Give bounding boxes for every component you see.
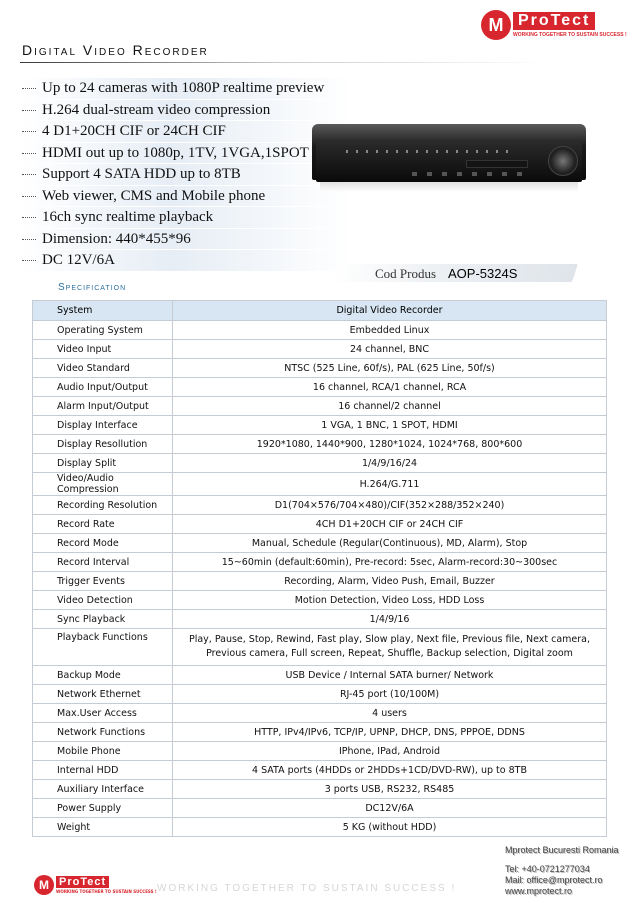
spec-value: HTTP, IPv4/IPv6, TCP/IP, UPNP, DHCP, DNS, PPPOE, DDNS bbox=[173, 723, 607, 742]
dvr-reflection bbox=[320, 182, 578, 192]
spec-key: Weight bbox=[33, 818, 173, 837]
spec-value: 5 KG (without HDD) bbox=[173, 818, 607, 837]
table-row bbox=[33, 553, 607, 572]
spec-value: 1/4/9/16 bbox=[173, 610, 607, 629]
table-row bbox=[33, 685, 607, 704]
spec-value: 1/4/9/16/24 bbox=[173, 454, 607, 473]
table-row bbox=[33, 818, 607, 837]
table-row bbox=[33, 435, 607, 454]
dvr-led-indicators bbox=[346, 150, 516, 153]
spec-key: Audio Input/Output bbox=[33, 378, 173, 397]
footer-logo-mark-icon: M bbox=[34, 875, 54, 895]
spec-key: Video/Audio Compression bbox=[33, 473, 173, 496]
title-divider bbox=[20, 62, 550, 63]
specification-heading: Specification bbox=[58, 282, 127, 293]
footer-logo bbox=[34, 875, 157, 897]
table-row bbox=[33, 397, 607, 416]
dvr-front-buttons bbox=[412, 172, 532, 176]
table-row bbox=[33, 340, 607, 359]
footer-contact bbox=[505, 845, 619, 897]
table-row bbox=[33, 416, 607, 435]
table-header-row bbox=[33, 301, 607, 321]
table-row bbox=[33, 496, 607, 515]
table-row bbox=[33, 473, 607, 496]
spec-key: Record Interval bbox=[33, 553, 173, 572]
spec-value: 4 users bbox=[173, 704, 607, 723]
table-row bbox=[33, 780, 607, 799]
spec-value-line: Previous camera, Full screen, Repeat, Shuffle, Backup selection, Digital zoom bbox=[206, 648, 573, 659]
table-row bbox=[33, 761, 607, 780]
feature-item: H.264 dual-stream video compression bbox=[22, 100, 352, 122]
spec-key: Alarm Input/Output bbox=[33, 397, 173, 416]
logo-mark-icon: M bbox=[481, 10, 511, 40]
spec-key: Record Rate bbox=[33, 515, 173, 534]
table-row bbox=[33, 378, 607, 397]
spec-value: 3 ports USB, RS232, RS485 bbox=[173, 780, 607, 799]
spec-key: Operating System bbox=[33, 321, 173, 340]
spec-key: Power Supply bbox=[33, 799, 173, 818]
spec-key: Network Functions bbox=[33, 723, 173, 742]
spec-value: RJ-45 port (10/100M) bbox=[173, 685, 607, 704]
table-row bbox=[33, 666, 607, 685]
spec-key: Display Interface bbox=[33, 416, 173, 435]
footer-slogan: WORKING TOGETHER TO SUSTAIN SUCCESS ! bbox=[157, 883, 457, 894]
header-key: System bbox=[33, 301, 173, 321]
spec-key: Trigger Events bbox=[33, 572, 173, 591]
specification-table bbox=[32, 300, 607, 837]
spec-value: Motion Detection, Video Loss, HDD Loss bbox=[173, 591, 607, 610]
table-row bbox=[33, 629, 607, 666]
spec-value: Recording, Alarm, Video Push, Email, Buzzer bbox=[173, 572, 607, 591]
dvr-product-image bbox=[312, 124, 586, 196]
product-code-value: AOP-5324S bbox=[448, 266, 518, 281]
table-row bbox=[33, 515, 607, 534]
spec-key: Internal HDD bbox=[33, 761, 173, 780]
feature-item: DC 12V/6A bbox=[22, 250, 352, 272]
spec-value: NTSC (525 Line, 60f/s), PAL (625 Line, 50f/s) bbox=[173, 359, 607, 378]
spec-value bbox=[173, 629, 607, 666]
feature-item: Support 4 SATA HDD up to 8TB bbox=[22, 164, 352, 186]
spec-value: 1920*1080, 1440*900, 1280*1024, 1024*768, 800*600 bbox=[173, 435, 607, 454]
spec-value: 1 VGA, 1 BNC, 1 SPOT, HDMI bbox=[173, 416, 607, 435]
header-value: Digital Video Recorder bbox=[173, 301, 607, 321]
table-row bbox=[33, 742, 607, 761]
page-title: Digital Video Recorder bbox=[22, 42, 209, 58]
spec-key: Auxiliary Interface bbox=[33, 780, 173, 799]
feature-item: Dimension: 440*455*96 bbox=[22, 229, 352, 251]
brand-logo bbox=[481, 10, 631, 44]
dvr-jog-knob-icon bbox=[548, 146, 578, 176]
brand-tagline: WORKING TOGETHER TO SUSTAIN SUCCESS ! bbox=[513, 32, 627, 38]
spec-key: Mobile Phone bbox=[33, 742, 173, 761]
spec-value-line: Play, Pause, Stop, Rewind, Fast play, Slow play, Next file, Previous file, Next camera, bbox=[188, 634, 591, 645]
product-code-label: Cod Produs bbox=[375, 266, 437, 281]
table-row bbox=[33, 704, 607, 723]
spec-value: 16 channel/2 channel bbox=[173, 397, 607, 416]
footer-company: Mprotect Bucuresti Romania bbox=[505, 845, 619, 855]
spec-key: Playback Functions bbox=[33, 629, 173, 666]
spec-value: Embedded Linux bbox=[173, 321, 607, 340]
spec-value: H.264/G.711 bbox=[173, 473, 607, 496]
footer-phone: Tel: +40-0721277034 bbox=[505, 864, 590, 874]
spec-key: Recording Resolution bbox=[33, 496, 173, 515]
spec-value: USB Device / Internal SATA burner/ Network bbox=[173, 666, 607, 685]
table-row bbox=[33, 454, 607, 473]
table-row bbox=[33, 572, 607, 591]
spec-value: 4CH D1+20CH CIF or 24CH CIF bbox=[173, 515, 607, 534]
brand-name: ProTect bbox=[513, 12, 595, 30]
dvr-front-panel bbox=[316, 142, 582, 182]
spec-value: Manual, Schedule (Regular(Continuous), MD, Alarm), Stop bbox=[173, 534, 607, 553]
spec-key: Video Detection bbox=[33, 591, 173, 610]
spec-value: 16 channel, RCA/1 channel, RCA bbox=[173, 378, 607, 397]
feature-item: 16ch sync realtime playback bbox=[22, 207, 352, 229]
spec-key: Video Standard bbox=[33, 359, 173, 378]
spec-key: Backup Mode bbox=[33, 666, 173, 685]
feature-item: 4 D1+20CH CIF or 24CH CIF bbox=[22, 121, 352, 143]
footer-brand-tagline: WORKING TOGETHER TO SUSTAIN SUCCESS ! bbox=[56, 889, 157, 894]
footer-website[interactable]: www.mprotect.ro bbox=[505, 886, 573, 896]
table-row bbox=[33, 591, 607, 610]
table-row bbox=[33, 723, 607, 742]
table-row bbox=[33, 799, 607, 818]
spec-key: Max.User Access bbox=[33, 704, 173, 723]
feature-item: Web viewer, CMS and Mobile phone bbox=[22, 186, 352, 208]
spec-value: 24 channel, BNC bbox=[173, 340, 607, 359]
spec-value: IPhone, IPad, Android bbox=[173, 742, 607, 761]
spec-value: 15~60min (default:60min), Pre-record: 5sec, Alarm-record:30~300sec bbox=[173, 553, 607, 572]
table-row bbox=[33, 321, 607, 340]
spec-value: DC12V/6A bbox=[173, 799, 607, 818]
spec-key: Network Ethernet bbox=[33, 685, 173, 704]
spec-key: Record Mode bbox=[33, 534, 173, 553]
spec-key: Video Input bbox=[33, 340, 173, 359]
footer-email[interactable]: Mail: office@mprotect.ro bbox=[505, 875, 603, 885]
spec-key: Display Resollution bbox=[33, 435, 173, 454]
feature-item: Up to 24 cameras with 1080P realtime preview bbox=[22, 78, 352, 100]
spec-value: D1(704×576/704×480)/CIF(352×288/352×240) bbox=[173, 496, 607, 515]
spec-value: 4 SATA ports (4HDDs or 2HDDs+1CD/DVD-RW), up to 8TB bbox=[173, 761, 607, 780]
table-row bbox=[33, 610, 607, 629]
table-row bbox=[33, 359, 607, 378]
table-row bbox=[33, 534, 607, 553]
dvr-display-window bbox=[466, 160, 528, 168]
spec-key: Sync Playback bbox=[33, 610, 173, 629]
feature-item: HDMI out up to 1080p, 1TV, 1VGA,1SPOT bbox=[22, 143, 352, 165]
footer-brand-name: ProTect bbox=[56, 876, 109, 888]
feature-list bbox=[22, 78, 352, 272]
spec-key: Display Split bbox=[33, 454, 173, 473]
